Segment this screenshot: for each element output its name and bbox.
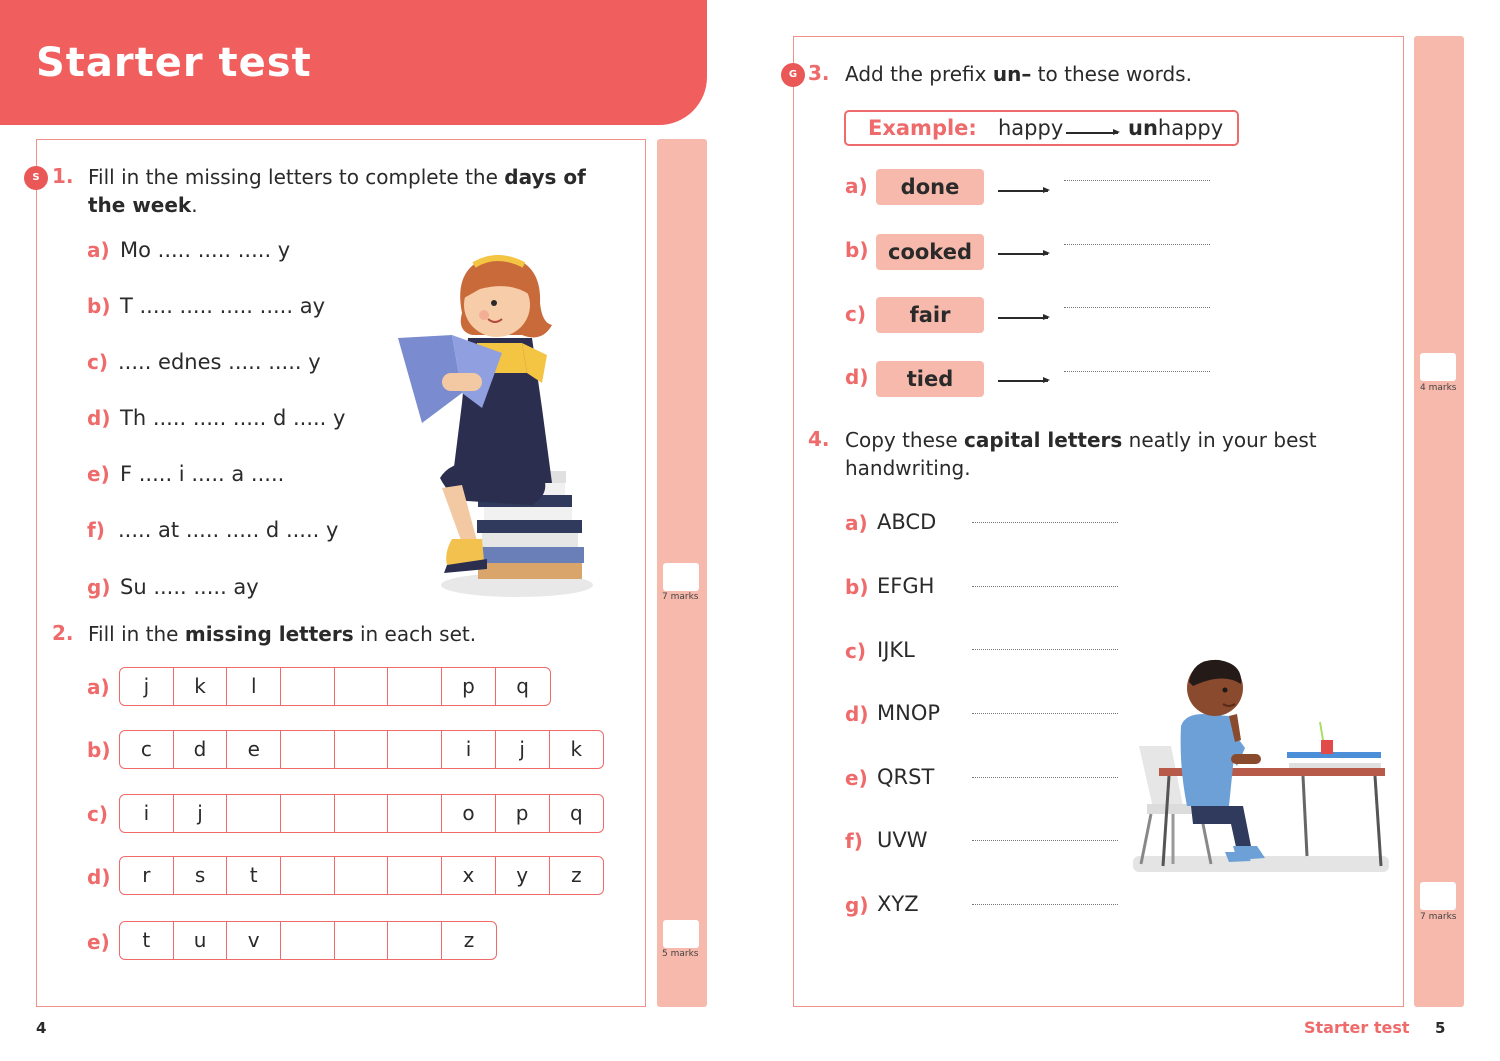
q2-marks-label: 5 marks (662, 949, 699, 959)
arrow-right-icon (998, 253, 1048, 255)
grid-cell: e (227, 731, 281, 768)
grid-cell: j (120, 668, 174, 705)
q3-instruction (845, 60, 1385, 88)
q1-item-word: ..... ednes ..... ..... y (118, 350, 321, 374)
q3-number: 3. (808, 61, 830, 85)
q3-word-pill: done (876, 169, 984, 205)
arrow-right-icon (998, 317, 1048, 319)
grid-cell: q (569, 801, 583, 825)
grid-cell-blank[interactable] (388, 857, 442, 894)
header-banner (0, 0, 707, 125)
grid-cell: p (496, 795, 550, 832)
left-page-number: 4 (36, 1019, 47, 1037)
grid-cell-blank[interactable] (227, 795, 281, 832)
q3-marks-label: 4 marks (1420, 383, 1457, 393)
q4-item-letters: QRST (877, 765, 935, 789)
grid-cell-blank[interactable] (281, 922, 335, 959)
arrow-right-icon (998, 190, 1048, 192)
q1-item-word: Su ..... ..... ay (120, 575, 259, 599)
q2-text-b: missing letters (184, 622, 354, 646)
q1-text-c: . (191, 193, 198, 217)
q2-set-letter: c) (87, 802, 108, 826)
q2-set-letter: a) (87, 675, 110, 699)
grid-cell: j (174, 795, 228, 832)
q4-item-letter: d) (845, 702, 869, 726)
example-word: happy (998, 116, 1064, 140)
q3-answer-line[interactable] (1064, 307, 1210, 308)
grid-cell: q (516, 674, 529, 698)
q1-item-letter: e) (87, 462, 110, 486)
girl-reading-illustration (392, 243, 597, 600)
q4-item-letters: IJKL (877, 638, 915, 662)
grid-cell: o (442, 795, 496, 832)
q4-item-letter: e) (845, 766, 868, 790)
grid-cell: x (442, 857, 496, 894)
grid-cell: v (227, 922, 281, 959)
q4-text-a: Copy these (845, 428, 964, 452)
grid-cell-blank[interactable] (335, 857, 389, 894)
q2-instruction (88, 620, 608, 648)
grid-cell: c (120, 731, 174, 768)
q2-letter-grid (119, 730, 604, 769)
q4-item-letter: b) (845, 575, 869, 599)
right-mark-strip (1414, 36, 1464, 1007)
right-page-number: 5 (1435, 1019, 1446, 1037)
q1-text-b: days of the week (88, 165, 586, 217)
q3-answer-line[interactable] (1064, 244, 1210, 245)
example-answer (1128, 116, 1223, 140)
q2-text-c: in each set. (353, 622, 477, 646)
grid-cell-blank[interactable] (281, 857, 335, 894)
example-prefix: un (1128, 116, 1158, 140)
q4-item-letter: f) (845, 829, 863, 853)
q4-item-letters: XYZ (877, 892, 919, 916)
q1-item-word: Th ..... ..... ..... d ..... y (120, 406, 346, 430)
q2-number: 2. (52, 621, 74, 645)
q1-item-letter: b) (87, 294, 111, 318)
grid-cell: z (463, 928, 475, 952)
page-title: Starter test (36, 40, 312, 86)
q1-item-letter: c) (87, 350, 108, 374)
q3-skill-badge: G (781, 63, 805, 87)
q4-item-letter: c) (845, 639, 866, 663)
q4-answer-line[interactable] (972, 586, 1118, 587)
q3-text-b: un– (992, 62, 1032, 86)
boy-at-desk-illustration (1133, 656, 1389, 874)
grid-cell: z (571, 863, 582, 887)
grid-cell: t (227, 857, 281, 894)
grid-cell: j (496, 731, 550, 768)
q1-item-word: Mo ..... ..... ..... y (120, 238, 291, 262)
grid-cell: u (174, 922, 228, 959)
q4-text-c: neatly in your best handwriting. (845, 428, 1317, 480)
q1-number: 1. (52, 164, 74, 188)
q4-marks-label: 7 marks (1420, 912, 1457, 922)
q4-item-letter: g) (845, 893, 869, 917)
grid-cell-blank[interactable] (388, 922, 442, 959)
q2-mark-box[interactable] (663, 920, 699, 948)
grid-cell: s (174, 857, 228, 894)
grid-cell: y (496, 857, 550, 894)
q3-text-c: to these words. (1031, 62, 1192, 86)
grid-cell: l (227, 668, 281, 705)
q4-item-letters: ABCD (877, 510, 937, 534)
footer-title: Starter test (1304, 1018, 1410, 1037)
grid-cell-blank[interactable] (388, 795, 442, 832)
example-label: Example: (868, 116, 977, 140)
grid-cell-blank[interactable] (281, 668, 335, 705)
q2-letter-grid (119, 856, 604, 895)
grid-cell-blank[interactable] (388, 731, 442, 768)
example-box (844, 110, 1239, 146)
grid-cell: d (174, 731, 228, 768)
q2-set-letter: b) (87, 738, 111, 762)
grid-cell-blank[interactable] (281, 795, 335, 832)
grid-cell: i (442, 731, 496, 768)
q1-skill-badge: S (24, 166, 48, 190)
q3-word-pill: tied (876, 361, 984, 397)
q3-text-a: Add the prefix (845, 62, 993, 86)
q3-answer-line[interactable] (1064, 180, 1210, 181)
q3-word-pill: fair (876, 297, 984, 333)
grid-cell-blank[interactable] (281, 731, 335, 768)
grid-cell-blank[interactable] (335, 795, 389, 832)
q1-item-letter: f) (87, 518, 105, 542)
q4-answer-line[interactable] (972, 840, 1118, 841)
q4-item-letter: a) (845, 511, 868, 535)
grid-cell-blank[interactable] (388, 668, 442, 705)
q4-item-letters: MNOP (877, 701, 941, 725)
q4-text-b: capital letters (964, 428, 1123, 452)
example-rest: happy (1157, 116, 1224, 140)
q4-answer-line[interactable] (972, 777, 1118, 778)
q4-instruction (845, 426, 1365, 482)
q4-answer-line[interactable] (972, 522, 1118, 523)
q4-mark-box[interactable] (1420, 882, 1456, 910)
q3-item-letter: c) (845, 302, 866, 326)
q4-answer-line[interactable] (972, 713, 1118, 714)
q1-item-letter: g) (87, 575, 111, 599)
q1-text-a: Fill in the missing letters to complete the (88, 165, 505, 189)
q4-answer-line[interactable] (972, 904, 1118, 905)
grid-cell: i (120, 795, 174, 832)
grid-cell-blank[interactable] (335, 668, 389, 705)
q2-set-letter: e) (87, 930, 110, 954)
grid-cell: k (174, 668, 228, 705)
grid-cell: k (570, 737, 583, 761)
q4-answer-line[interactable] (972, 649, 1118, 650)
q3-answer-line[interactable] (1064, 371, 1210, 372)
grid-cell-blank[interactable] (335, 731, 389, 768)
q4-item-letters: UVW (877, 828, 928, 852)
q1-instruction (88, 163, 608, 219)
q2-letter-grid (119, 667, 551, 706)
q2-letter-grid (119, 921, 497, 960)
q1-item-letter: d) (87, 406, 111, 430)
grid-cell: t (120, 922, 174, 959)
arrow-right-icon (1066, 132, 1118, 134)
grid-cell: r (120, 857, 174, 894)
arrow-right-icon (998, 380, 1048, 382)
q1-marks-label: 7 marks (662, 592, 699, 602)
q4-item-letters: EFGH (877, 574, 935, 598)
q4-number: 4. (808, 427, 830, 451)
q1-item-word: T ..... ..... ..... ..... ay (120, 294, 326, 318)
q3-item-letter: a) (845, 174, 868, 198)
grid-cell: p (442, 668, 496, 705)
q2-letter-grid (119, 794, 604, 833)
q1-mark-box[interactable] (663, 563, 699, 591)
q2-set-letter: d) (87, 865, 111, 889)
q3-item-letter: d) (845, 365, 869, 389)
q3-item-letter: b) (845, 238, 869, 262)
q1-item-word: F ..... i ..... a ..... (120, 462, 285, 486)
grid-cell-blank[interactable] (335, 922, 389, 959)
q3-mark-box[interactable] (1420, 353, 1456, 381)
q3-word-pill: cooked (876, 234, 984, 270)
q1-item-letter: a) (87, 238, 110, 262)
q2-text-a: Fill in the (88, 622, 185, 646)
q1-item-word: ..... at ..... ..... d ..... y (118, 518, 339, 542)
